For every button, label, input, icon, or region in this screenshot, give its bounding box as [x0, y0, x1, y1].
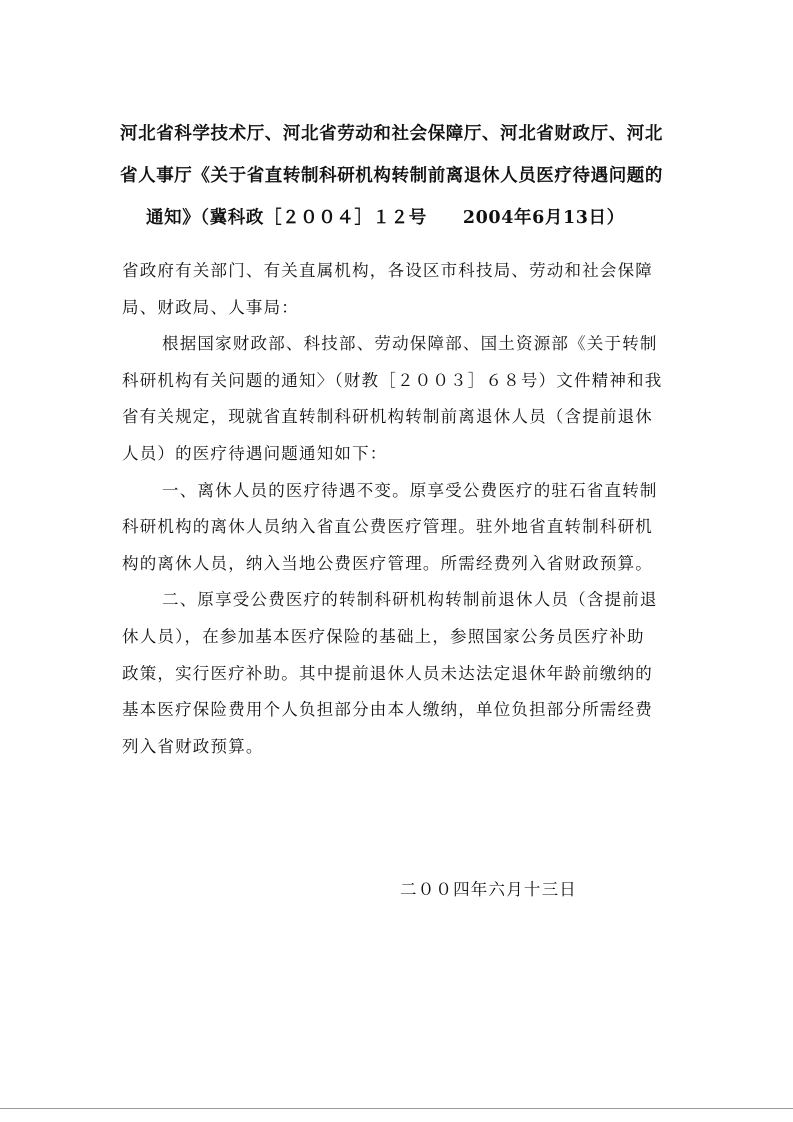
paragraph-line: 一、离休人员的医疗待遇不变。原享受公费医疗的驻石省直转制: [162, 480, 658, 500]
paragraph-intro: [122, 326, 678, 472]
title-line-2: 省人事厅《关于省直转制科研机构转制前离退休人员医疗待遇问题的: [120, 166, 663, 186]
paragraph-line: 省有关规定，现就省直转制科研机构转制前离退休人员（含提前退休: [122, 407, 653, 427]
document-title: [120, 113, 676, 239]
paragraph-line: 根据国家财政部、科技部、劳动保障部、国土资源部《关于转制: [162, 334, 658, 354]
paragraph-item-1: [122, 473, 678, 583]
paragraph-item-2: [122, 582, 678, 765]
signature-date: 二００四年六月十三日: [400, 880, 577, 899]
title-line-3: [120, 197, 676, 239]
paragraph-line: 科研机构有关问题的通知〉（财教［２００３］６８号）文件精神和我: [122, 370, 663, 390]
page-bottom-divider: [0, 1108, 793, 1109]
paragraph-line: 列入省财政预算。: [122, 736, 264, 756]
paragraph-line: 人员）的医疗待遇问题通知如下：: [122, 443, 388, 463]
document-body: [122, 253, 678, 765]
title-line-1: 河北省科学技术厅、河北省劳动和社会保障厅、河北省财政厅、河北: [120, 124, 663, 144]
paragraph-line: 科研机构的离休人员纳入省直公费医疗管理。驻外地省直转制科研机: [122, 517, 653, 537]
paragraph-line: 基本医疗保险费用个人负担部分由本人缴纳，单位负担部分所需经费: [122, 700, 653, 720]
paragraph-line: 二、原享受公费医疗的转制科研机构转制前退休人员（含提前退: [162, 590, 658, 610]
addressee: [122, 253, 678, 326]
title-date: 2004年6月13日）: [462, 208, 625, 228]
paragraph-line: 构的离休人员，纳入当地公费医疗管理。所需经费列入省财政预算。: [122, 553, 653, 573]
paragraph-line: 休人员），在参加基本医疗保险的基础上，参照国家公务员医疗补助: [122, 626, 645, 646]
addressee-line-2: 局、财政局、人事局：: [122, 297, 299, 317]
paragraph-line: 政策，实行医疗补助。其中提前退休人员未达法定退休年龄前缴纳的: [122, 663, 653, 683]
addressee-line-1: 省政府有关部门、有关直属机构，各设区市科技局、劳动和社会保障: [122, 261, 653, 280]
document-number: 通知》（冀科政［２００４］１２号: [146, 208, 427, 228]
